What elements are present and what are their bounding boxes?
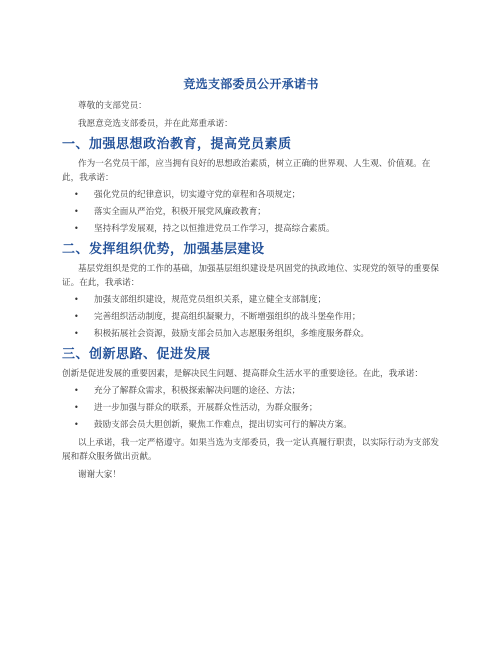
bullet-icon: •: [74, 403, 79, 412]
bullet-icon: •: [74, 312, 79, 321]
bullet-icon: •: [74, 420, 79, 429]
bullet-icon: •: [74, 190, 79, 199]
section-list-3: [62, 384, 440, 432]
list-item: [62, 293, 440, 307]
bullet-icon: •: [74, 207, 79, 216]
section-heading-3: 三、创新思路、促进发展: [62, 347, 211, 362]
list-item-text: 充分了解群众需求，积极探索解决问题的途径、方法；: [94, 386, 301, 396]
thanks-line: 谢谢大家！: [78, 470, 121, 480]
section-paragraph-3: 创新是促进发展的重要因素，是解决民生问题、提高群众生活水平的重要途径。在此，我承诺：: [62, 369, 423, 379]
list-item-text: 落实全面从严治党，积极开展党风廉政教育；: [94, 207, 266, 217]
document-title: 竞选支部委员公开承诺书: [183, 77, 319, 91]
list-item-text: 坚持科学发展观，持之以恒推进党员工作学习，提高综合素质。: [94, 224, 335, 234]
section-list-1: [62, 188, 440, 236]
list-item-text: 强化党员的纪律意识，切实遵守党的章程和各项规定；: [94, 190, 301, 200]
bullet-icon: •: [74, 329, 79, 338]
list-item-text: 积极拓展社会资源，鼓励支部会员加入志愿服务组织，多维度服务群众。: [94, 329, 370, 339]
list-item: [62, 327, 440, 341]
list-item: [62, 401, 440, 415]
list-item-text: 加强支部组织建设，规范党员组织关系，建立健全支部制度；: [94, 295, 327, 305]
section-paragraph-2: 基层党组织是党的工作的基础，加强基层组织建设是巩固党的执政地位、实现党的领导的重要保证。在此，我承诺：: [62, 264, 439, 288]
list-item-text: 进一步加强与群众的联系，开展群众性活动，为群众服务；: [94, 403, 318, 413]
list-item: [62, 384, 440, 398]
list-item: [62, 205, 440, 219]
bullet-icon: •: [74, 386, 79, 395]
list-item: [62, 418, 440, 432]
list-item: [62, 310, 440, 324]
section-list-2: [62, 293, 440, 341]
intro-paragraph: 我愿意竞选支部委员，并在此郑重承诺：: [78, 119, 233, 129]
list-item-text: 完善组织活动制度，提高组织凝聚力，不断增强组织的战斗堡垒作用；: [94, 312, 361, 322]
section-heading-1: 一、加强思想政治教育，提高党员素质: [62, 137, 292, 152]
closing-paragraph: 以上承诺，我一定严格遵守。如果当选为支部委员，我一定认真履行职责，以实际行动为支部发展和群众服务做出贡献。: [62, 438, 439, 462]
section-paragraph-1: 作为一名党员干部，应当拥有良好的思想政治素质，树立正确的世界观、人生观、价值观。在此，我承诺：: [62, 159, 431, 183]
salutation: 尊敬的支部党员：: [78, 101, 147, 111]
bullet-icon: •: [74, 224, 79, 233]
document-page: [62, 76, 440, 482]
list-item: [62, 222, 440, 236]
list-item: [62, 188, 440, 202]
bullet-icon: •: [74, 295, 79, 304]
section-heading-2: 二、发挥组织优势，加强基层建设: [62, 242, 265, 257]
list-item-text: 鼓励支部会员大胆创新，聚焦工作难点，提出切实可行的解决方案。: [94, 420, 352, 430]
